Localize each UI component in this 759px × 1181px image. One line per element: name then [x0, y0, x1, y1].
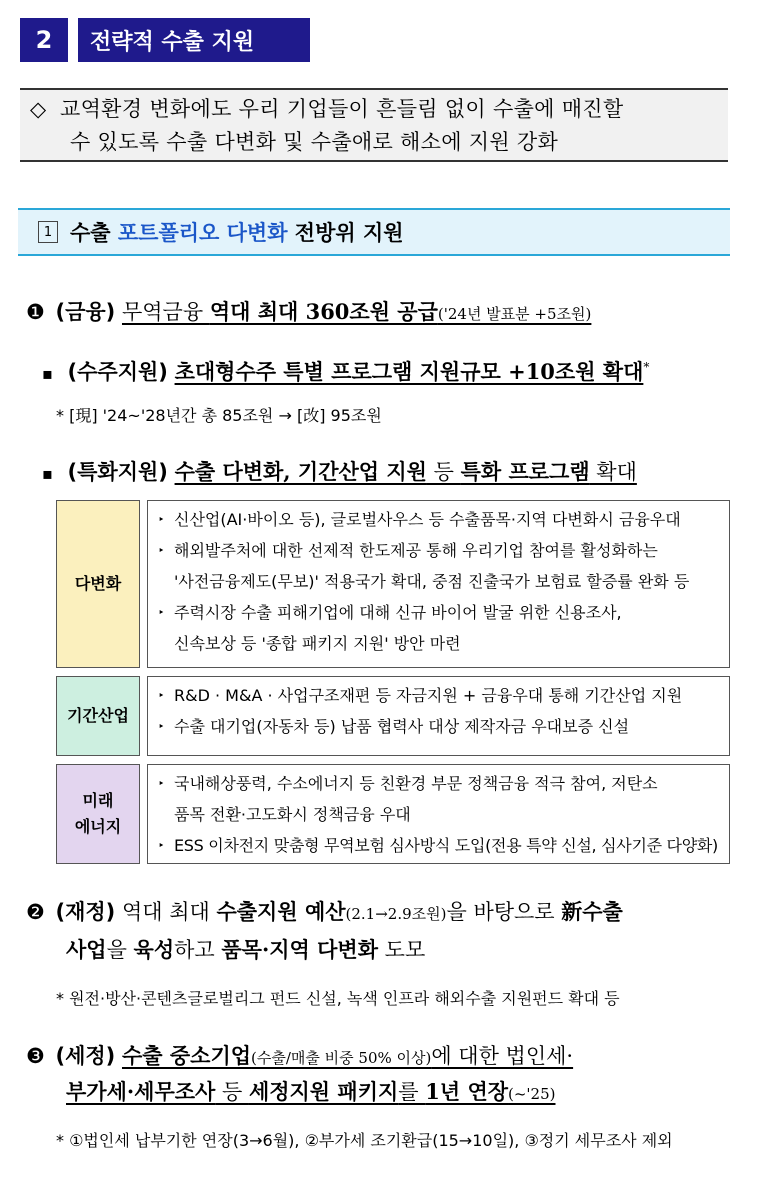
table-category: 기간산업	[56, 676, 140, 756]
sub-item-special-tag: (특화지원)	[67, 460, 168, 484]
square-bullet-icon: ▪	[42, 364, 53, 383]
table-content	[147, 676, 730, 756]
table-category: 다변화	[56, 500, 140, 668]
square-bullet-icon: ▪	[42, 464, 53, 483]
table-row	[56, 764, 730, 864]
item-3-line-2: 부가세·세무조사 등 세정지원 패키지를 1년 연장(~'25)	[66, 1079, 556, 1104]
note-3: * ①법인세 납부기한 연장(3→6월), ②부가세 조기환급(15→10일), ③정기 세무조사 제외	[56, 1131, 673, 1150]
item-2-marker: ❷	[26, 900, 45, 924]
table-row	[56, 676, 730, 756]
section-title: 전략적 수출 지원	[78, 18, 310, 62]
item-3-text-line-1: 수출 중소기업(수출/매출 비중 50% 이상)에 대한 법인세·	[121, 1043, 574, 1068]
table-content	[147, 500, 730, 668]
subsection-highlight: 포트폴리오 다변화	[117, 221, 288, 245]
list-item-continuation: 품목 전환·고도화시 정책금융 우대	[174, 805, 411, 824]
list-item: ‣ 주력시장 수출 피해기업에 대해 신규 바이어 발굴 위한 신용조사,	[158, 597, 723, 628]
item-1	[26, 296, 591, 326]
arrow-bullet-icon: ‣	[158, 839, 165, 852]
subsection-prefix: 수출	[70, 221, 118, 245]
table-category: 미래 에너지	[56, 764, 140, 864]
item-1-tag: (금융)	[55, 300, 116, 324]
item-3-tag: (세정)	[55, 1044, 116, 1068]
list-item-continuation: 신속보상 등 '종합 패키지 지원' 방안 마련	[174, 634, 461, 653]
list-item: ‣ R&D · M&A · 사업구조재편 등 자금지원 + 금융우대 통해 기간산업 지원	[158, 680, 723, 711]
sub-item-special-text: 수출 다변화, 기간산업 지원 등 특화 프로그램 확대	[174, 459, 637, 484]
sub-item-orders	[42, 356, 649, 386]
note-1: * [現] '24~'28년간 총 85조원 → [改] 95조원	[56, 406, 382, 425]
list-item: ‣ 수출 대기업(자동차 등) 납품 협력사 대상 제작자금 우대보증 신설	[158, 711, 723, 742]
summary-box	[20, 88, 728, 162]
table-row	[56, 500, 730, 668]
arrow-bullet-icon: ‣	[158, 720, 165, 733]
list-item: ‣ 국내해상풍력, 수소에너지 등 친환경 부문 정책금융 적극 참여, 저탄소	[158, 768, 723, 799]
sub-item-orders-text: 초대형수주 특별 프로그램 지원규모 +10조원 확대	[174, 359, 644, 384]
subsection-suffix: 전방위 지원	[287, 221, 404, 245]
table-content	[147, 764, 730, 864]
arrow-bullet-icon: ‣	[158, 777, 165, 790]
item-1-text: 무역금융 역대 최대 360조원 공급('24년 발표분 +5조원)	[121, 299, 592, 324]
footnote-mark: *	[643, 360, 650, 374]
list-item: ‣ ESS 이차전지 맞춤형 무역보험 심사방식 도입(전용 특약 신설, 심사기준 다양화)	[158, 830, 723, 861]
item-2-tag: (재정)	[55, 900, 116, 924]
sub-item-orders-tag: (수주지원)	[67, 360, 168, 384]
note-2: * 원전·방산·콘텐츠글로벌리그 펀드 신설, 녹색 인프라 해외수출 지원펀드 확대 등	[56, 989, 620, 1008]
subsection-number: 1	[38, 221, 58, 243]
arrow-bullet-icon: ‣	[158, 544, 165, 557]
item-2: ❷ (재정) 역대 최대 수출지원 예산(2.1→2.9조원)을 바탕으로 新수출	[26, 899, 623, 924]
section-header	[20, 18, 310, 62]
arrow-bullet-icon: ‣	[158, 513, 165, 526]
arrow-bullet-icon: ‣	[158, 689, 165, 702]
summary-line-2: 수 있도록 수출 다변화 및 수출애로 해소에 지원 강화	[70, 130, 559, 154]
list-item: ‣ 해외발주처에 대한 선제적 한도제공 통해 우리기업 참여를 활성화하는	[158, 535, 723, 566]
diamond-bullet-icon: ◇	[30, 97, 47, 121]
sub-item-special	[42, 456, 637, 486]
summary-line-1: 교역환경 변화에도 우리 기업들이 흔들림 없이 수출에 매진할	[60, 97, 624, 121]
item-2-line-2: 사업을 육성하고 품목·지역 다변화 도모	[66, 937, 426, 962]
item-3	[26, 1040, 573, 1070]
arrow-bullet-icon: ‣	[158, 606, 165, 619]
list-item-continuation: '사전금융제도(무보)' 적용국가 확대, 중점 진출국가 보험료 할증률 완화 등	[174, 572, 690, 591]
item-3-marker: ❸	[26, 1044, 45, 1068]
list-item: ‣ 신산업(AI·바이오 등), 글로벌사우스 등 수출품목·지역 다변화시 금융우대	[158, 504, 723, 535]
section-number: 2	[20, 18, 68, 62]
subsection-header	[18, 208, 730, 256]
item-1-marker: ❶	[26, 300, 45, 324]
